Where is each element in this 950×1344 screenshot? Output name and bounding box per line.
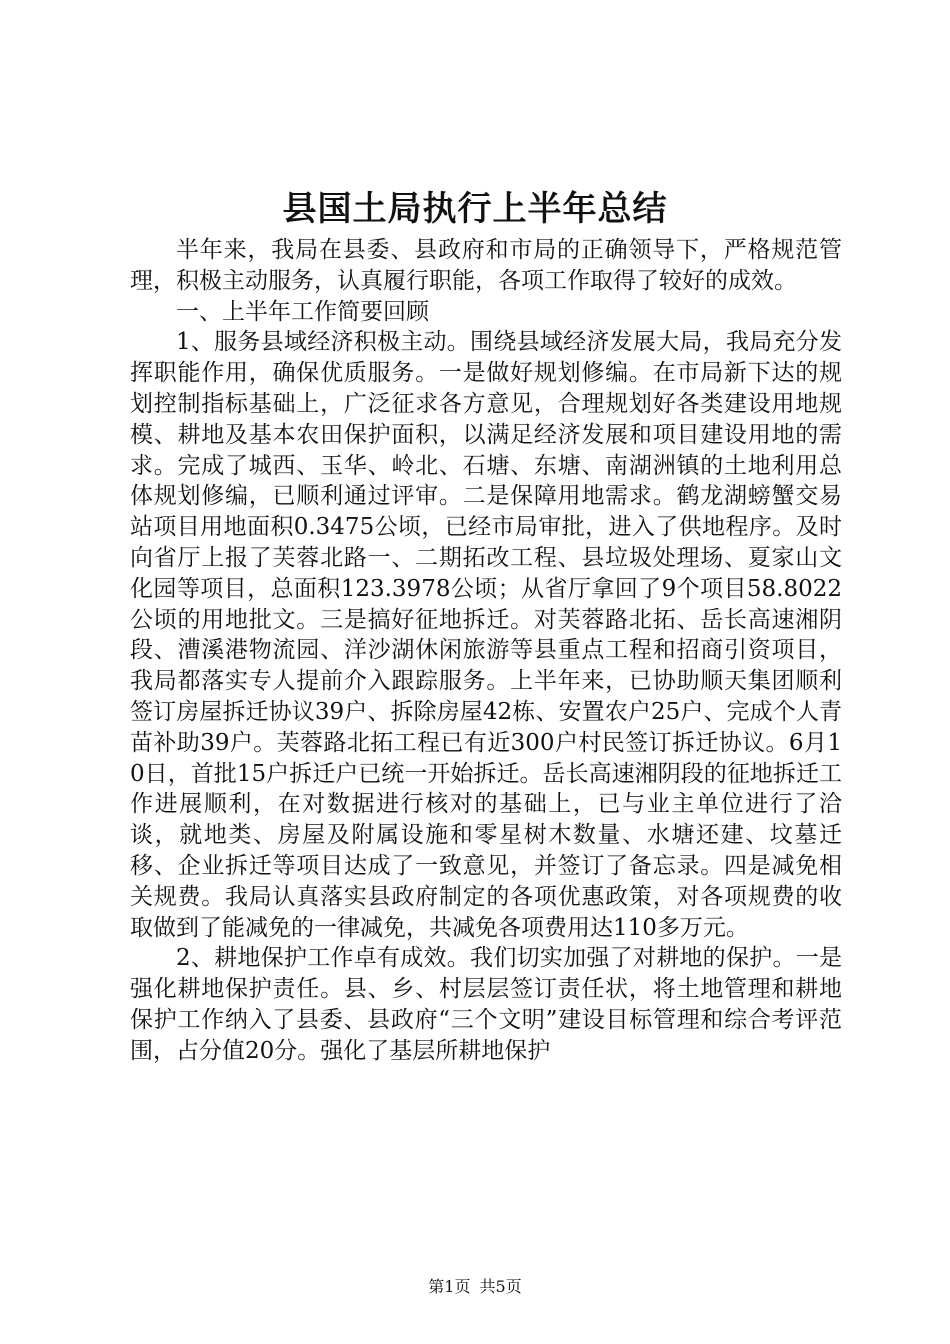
document-title: 县国土局执行上半年总结 [282, 189, 668, 229]
document-body [130, 235, 842, 1067]
intro-paragraph: 半年来，我局在县委、县政府和市局的正确领导下，严格规范管理，积极主动服务，认真履行职能，各项工作取得了较好的成效。 [130, 237, 842, 294]
section-heading: 一、上半年工作简要回顾 [176, 298, 429, 325]
body-paragraph-2: 2、耕地保护工作卓有成效。我们切实加强了对耕地的保护。一是强化耕地保护责任。县、乡、村层层签订责任状，将土地管理和耕地保护工作纳入了县委、县政府“三个文明”建设目标管理和综合考评范围，占分值20分。强化了基层所耕地保护 [130, 945, 842, 1064]
page-number: 第1页 [428, 1277, 471, 1296]
page-total: 共5页 [479, 1277, 522, 1296]
page-footer [0, 1277, 950, 1297]
body-paragraph-1: 1、服务县域经济积极主动。围绕县域经济发展大局，我局充分发挥职能作用，确保优质服务。一是做好规划修编。在市局新下达的规划控制指标基础上，广泛征求各方意见，合理规划好各类建设用地规模、耕地及基本农田保护面积，以满足经济发展和项目建设用地的需求。完成了城西、玉华、岭北、石塘、东塘、南湖洲镇的土地利用总体规划修编，已顺利通过评审。二是保障用地需求。鹤龙湖螃蟹交易站项目用地面积0.3475公顷，已经市局审批，进入了供地程序。及时向省厅上报了芙蓉北路一、二期拓改工程、县垃圾处理场、夏家山文化园等项目，总面积123.3978公顷；从省厅拿回了9个项目58.8022公顷的用地批文。三是搞好征地拆迁。对芙蓉路北拓、岳长高速湘阴段、漕溪港物流园、洋沙湖休闲旅游等县重点工程和招商引资项目，我局都落实专人提前介入跟踪服务。上半年来，已协助顺天集团顺利签订房屋拆迁协议39户、拆除房屋42栋、安置农户25户、完成个人青苗补助39户。芙蓉路北拓工程已有近300户村民签订拆迁协议。6月10日，首批15户拆迁户已统一开始拆迁。岳长高速湘阴段的征地拆迁工作进展顺利，在对数据进行核对的基础上，已与业主单位进行了洽谈，就地类、房屋及附属设施和零星树木数量、水塘还建、坟墓迁移、企业拆迁等项目达成了一致意见，并签订了备忘录。四是减免相关规费。我局认真落实县政府制定的各项优惠政策，对各项规费的收取做到了能减免的一律减免，共减免各项费用达110多万元。 [130, 329, 842, 941]
